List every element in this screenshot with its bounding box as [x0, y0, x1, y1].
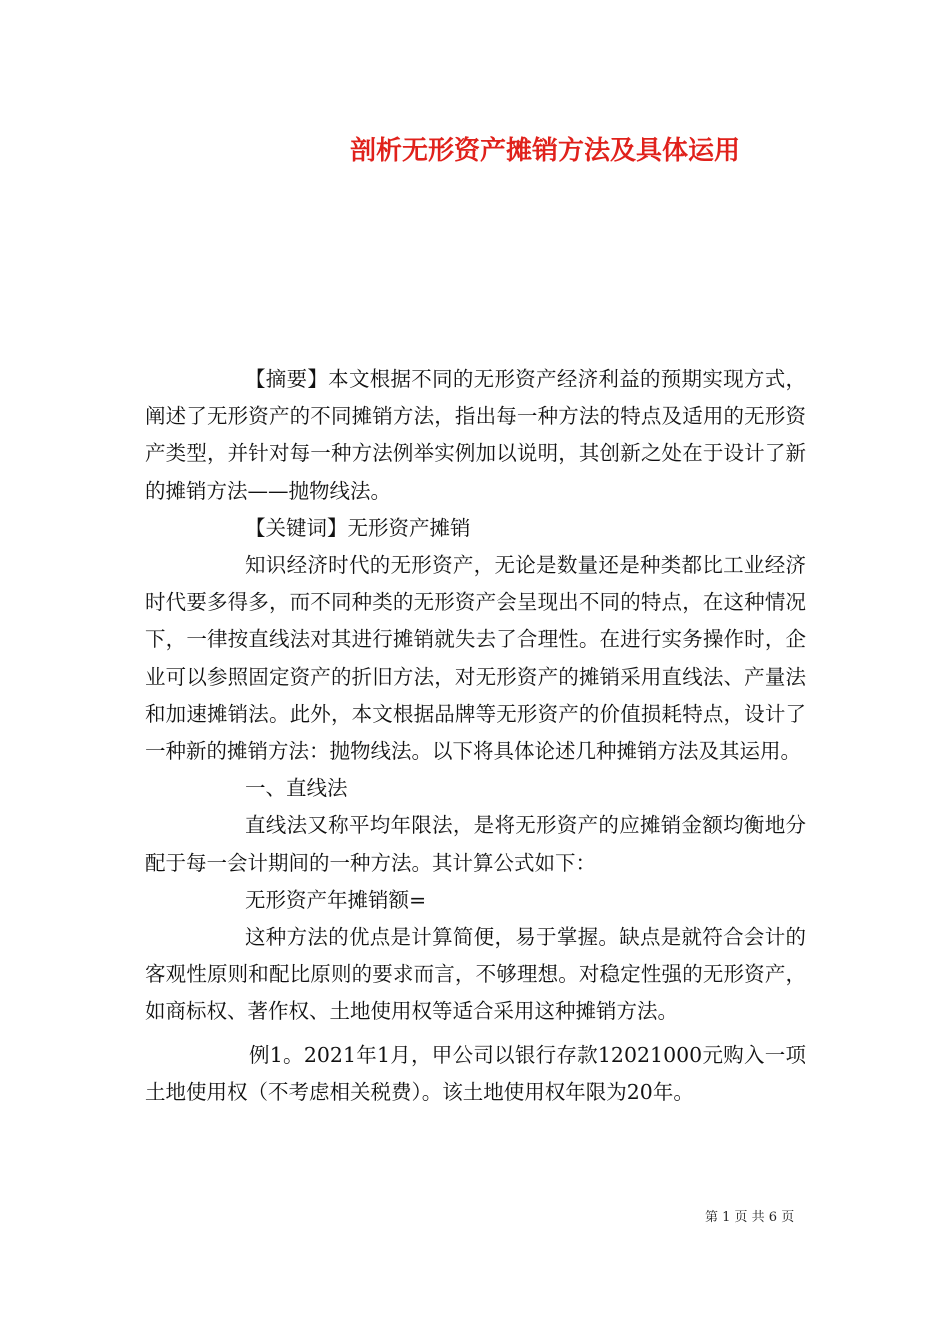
formula-line: 无形资产年摊销额=: [245, 887, 427, 912]
abstract-paragraph: 【摘要】本文根据不同的无形资产经济利益的预期实现方式，阐述了无形资产的不同摊销方法，指出每一种方法的特点及适用的无形资产类型，并针对每一种方法例举实例加以说明，其创新之处在于设计了新的摊销方法——抛物线法。: [145, 367, 806, 503]
document-title: 剖析无形资产摊销方法及具体运用: [349, 136, 740, 166]
straight-line-definition: 直线法又称平均年限法，是将无形资产的应摊销金额均衡地分配于每一会计期间的一种方法。其计算公式如下：: [145, 813, 806, 875]
document-body: [145, 361, 806, 1111]
intro-paragraph: 知识经济时代的无形资产，无论是数量还是种类都比工业经济时代要多得多，而不同种类的无形资产会呈现出不同的特点，在这种情况下，一律按直线法对其进行摊销就失去了合理性。在进行实务操作时，企业可以参照固定资产的折旧方法，对无形资产的摊销采用直线法、产量法和加速摊销法。此外，本文根据品牌等无形资产的价值损耗特点，设计了一种新的摊销方法：抛物线法。以下将具体论述几种摊销方法及其运用。: [145, 553, 806, 764]
page-number-footer: 第 1 页 共 6 页: [705, 1210, 795, 1225]
keywords-paragraph: 【关键词】无形资产摊销: [245, 515, 471, 540]
example-paragraph: 例1。2021年1月，甲公司以银行存款12021000元购入一项土地使用权（不考虑相关税费）。该土地使用权年限为20年。: [145, 1042, 806, 1105]
section-heading-straight-line: 一、直线法: [245, 776, 348, 801]
pros-cons-paragraph: 这种方法的优点是计算简便，易于掌握。缺点是就符合会计的客观性原则和配比原则的要求而言，不够理想。对稳定性强的无形资产，如商标权、著作权、土地使用权等适合采用这种摊销方法。: [145, 925, 806, 1024]
